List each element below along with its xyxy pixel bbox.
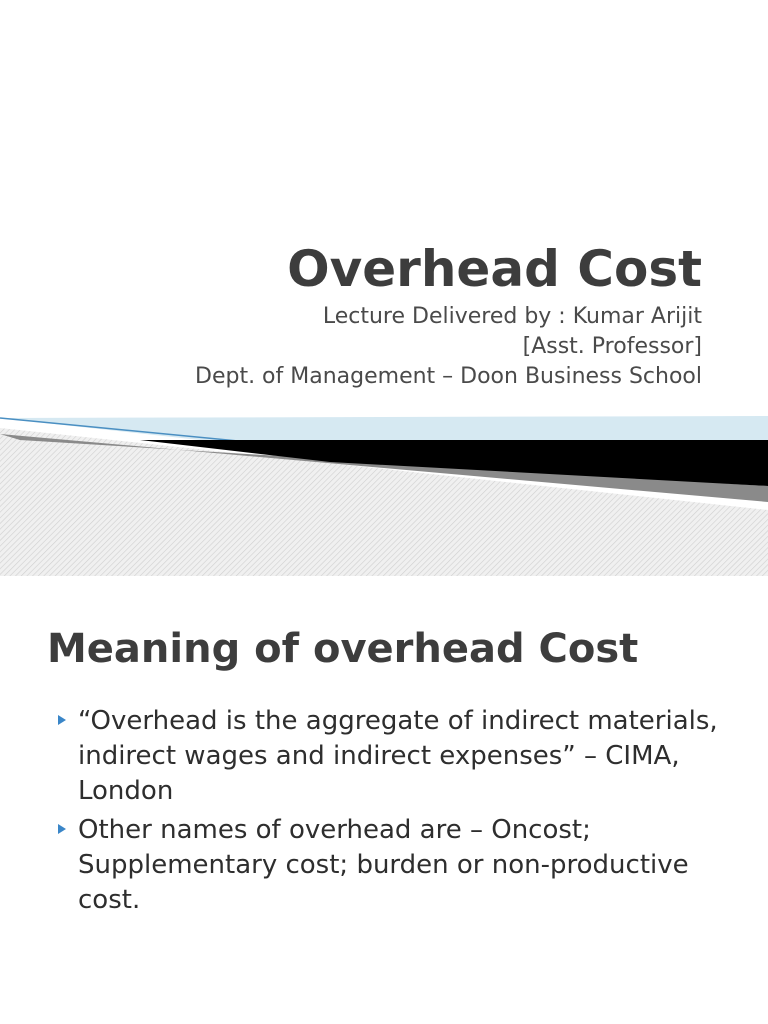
- triangle-right-icon: [58, 715, 66, 725]
- slide-title: Overhead Cost: [287, 240, 702, 298]
- triangle-right-icon: [58, 824, 66, 834]
- content-title: Meaning of overhead Cost: [47, 626, 639, 672]
- list-item: [58, 704, 738, 809]
- subtitle-position: [Asst. Professor]: [522, 334, 702, 359]
- subtitle-department: Dept. of Management – Doon Business School: [195, 364, 702, 389]
- bullet-text: Other names of overhead are – Oncost; Supplementary cost; burden or non-productive cost.: [78, 815, 689, 915]
- light-blue-wedge: [0, 416, 768, 440]
- title-block: [195, 236, 702, 392]
- content-slide: [0, 576, 768, 1024]
- bullet-list: [58, 704, 738, 922]
- decorative-band: [0, 410, 768, 576]
- list-item: [58, 813, 738, 918]
- subtitle-lecturer: Lecture Delivered by : Kumar Arijit: [322, 304, 702, 329]
- bullet-text: “Overhead is the aggregate of indirect materials, indirect wages and indirect expenses” – CIMA, London: [78, 706, 718, 806]
